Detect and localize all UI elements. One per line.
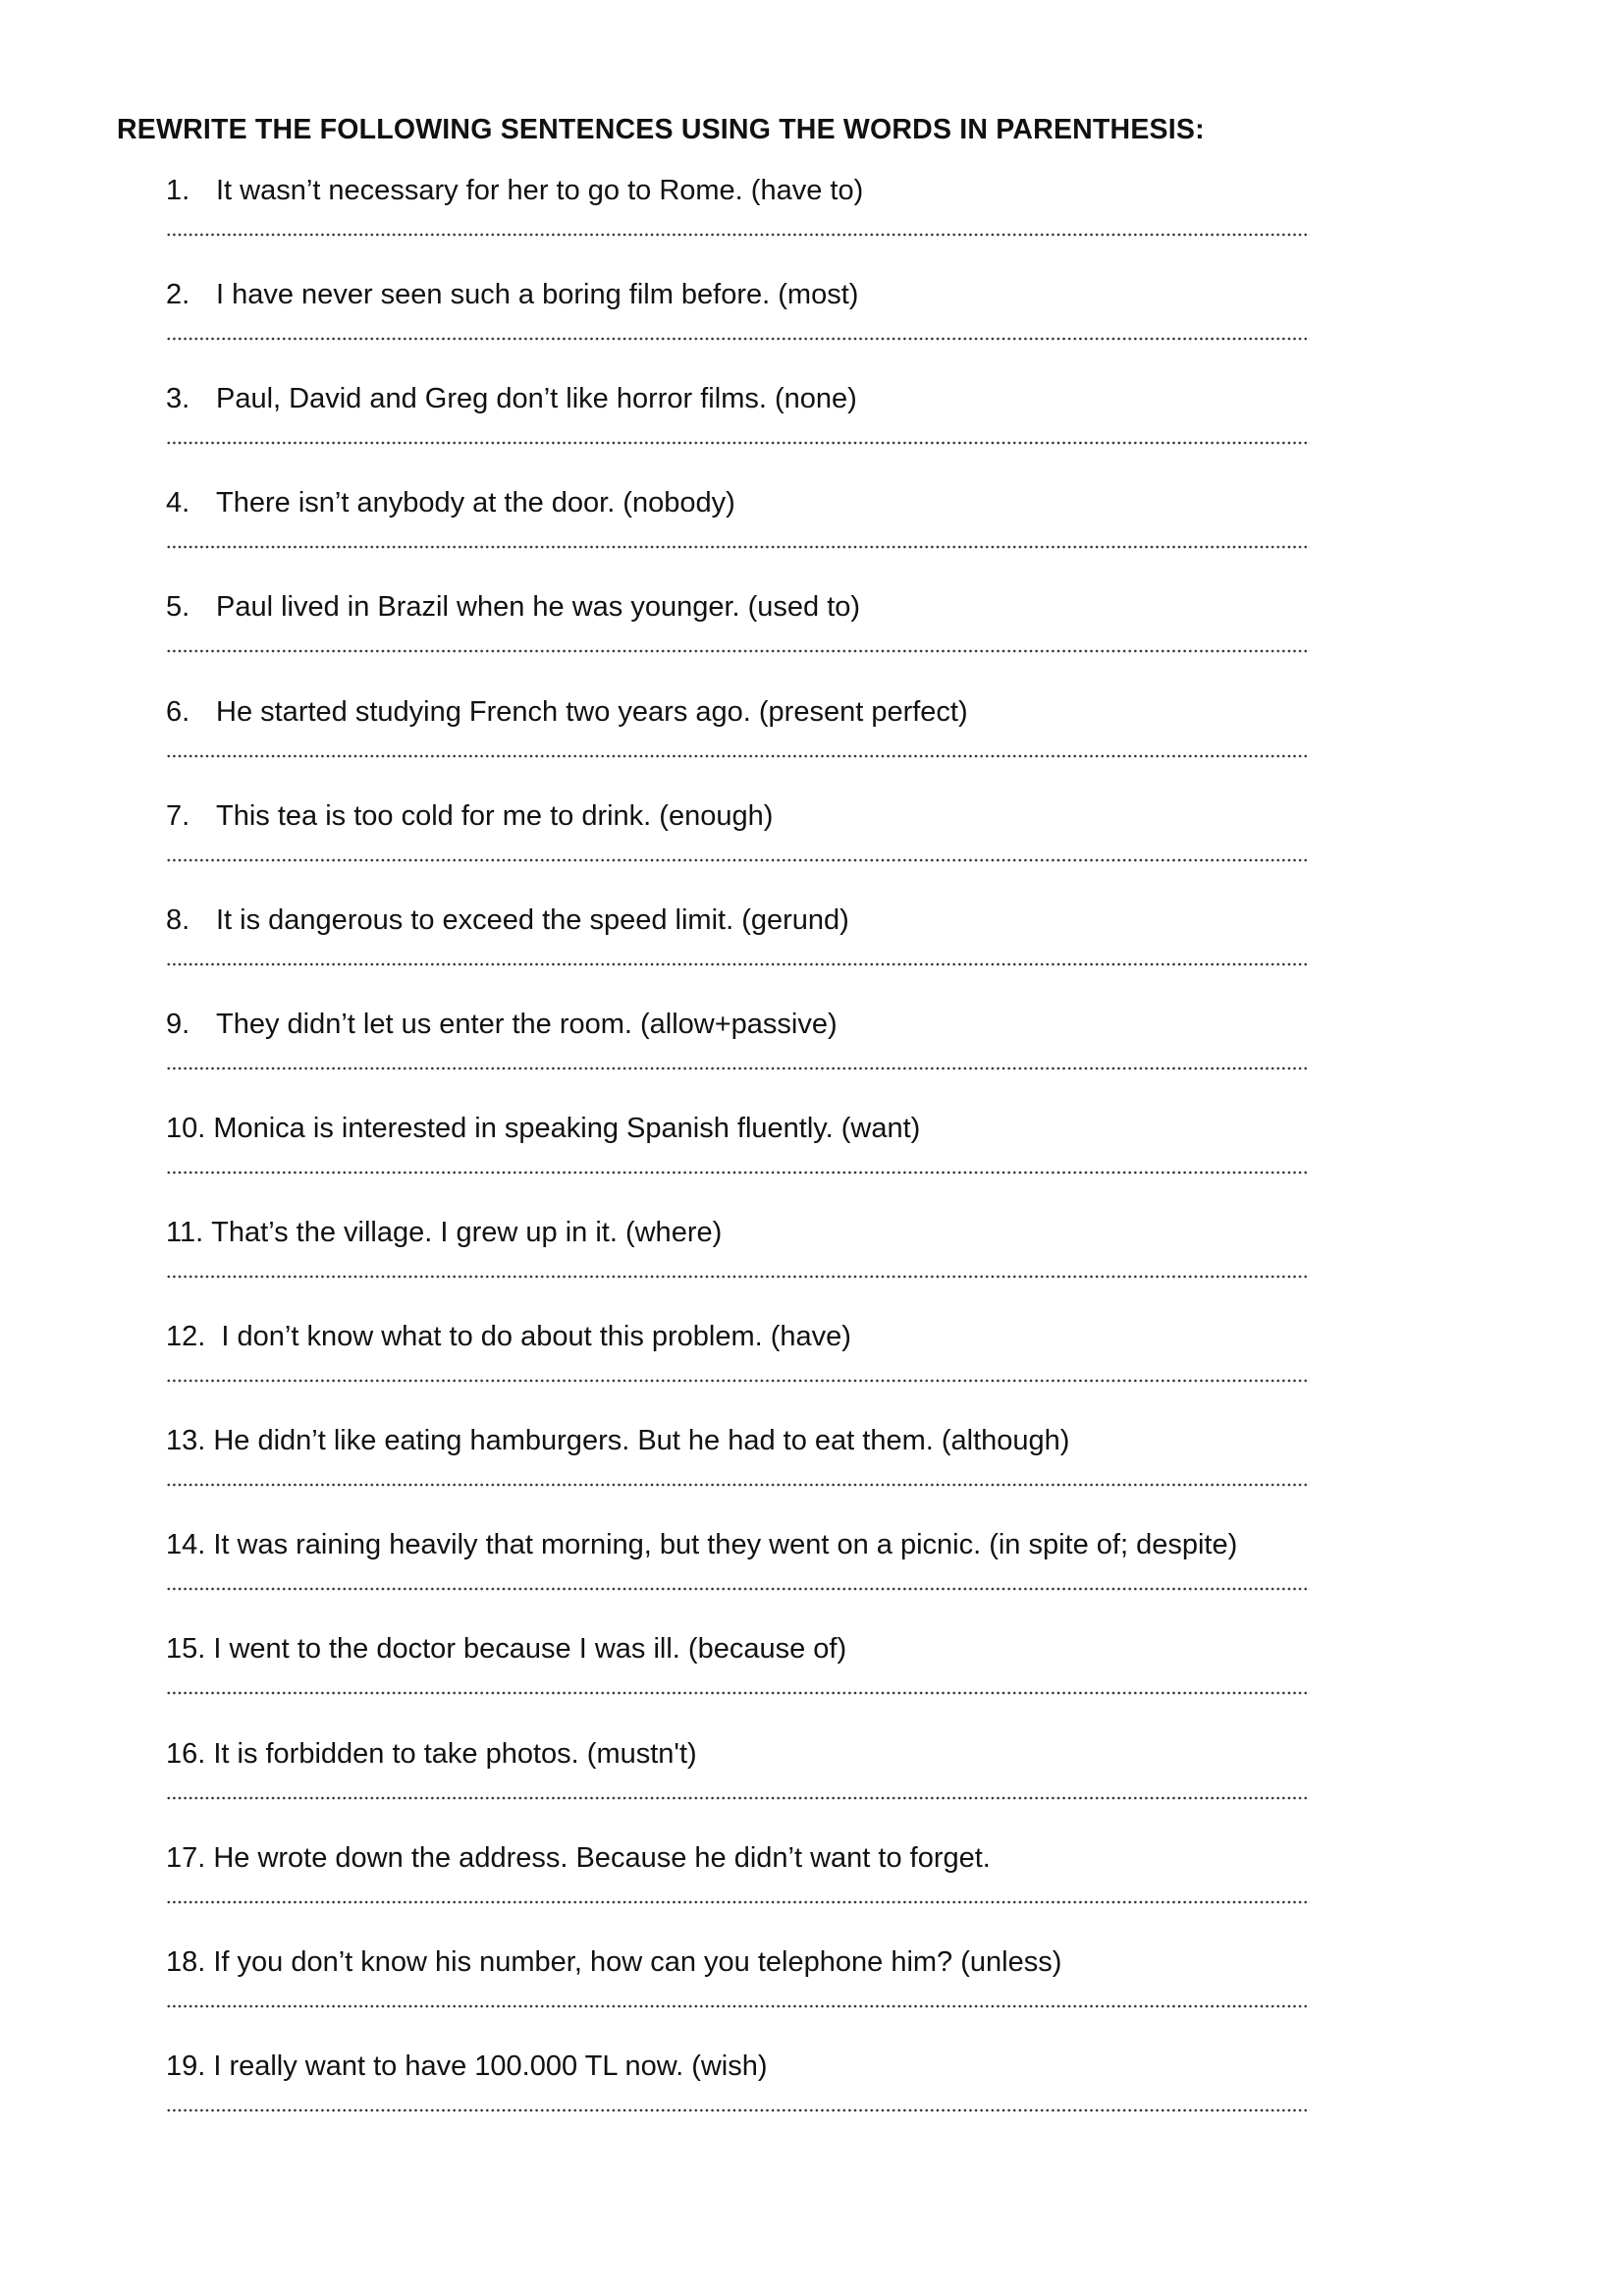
- answer-line[interactable]: [166, 1275, 1310, 1279]
- exercise-sentence: [166, 483, 735, 522]
- exercise-number: 8.: [166, 903, 190, 936]
- answer-line[interactable]: [166, 1066, 1310, 1070]
- answer-line[interactable]: [166, 1171, 1310, 1175]
- exercise-text: They didn’t let us enter the room. (allow+passive): [216, 1008, 838, 1040]
- exercise-number: 17.: [166, 1841, 206, 1874]
- answer-line[interactable]: [166, 337, 1310, 341]
- answer-line[interactable]: [166, 1483, 1310, 1487]
- exercise-text: There isn’t anybody at the door. (nobody): [216, 487, 735, 519]
- exercise-number: 12.: [166, 1321, 206, 1353]
- exercise-text: I went to the doctor because I was ill. (because of): [213, 1633, 847, 1666]
- exercise-item: [0, 1109, 1623, 1213]
- exercise-item: [0, 1629, 1623, 1733]
- exercise-text: I don’t know what to do about this problem. (have): [213, 1321, 851, 1353]
- exercise-text: He didn’t like eating hamburgers. But he had to eat them. (although): [213, 1425, 1070, 1457]
- exercise-item: [0, 1213, 1623, 1317]
- exercise-item: [0, 275, 1623, 379]
- exercise-number: 11.: [166, 1217, 204, 1248]
- exercise-sentence: [166, 692, 968, 732]
- exercise-item: [0, 901, 1623, 1005]
- answer-line[interactable]: [166, 545, 1310, 549]
- exercise-number: 2.: [166, 279, 190, 311]
- exercise-number: 6.: [166, 695, 190, 728]
- exercise-item: [0, 1525, 1623, 1629]
- exercise-number: 4.: [166, 487, 190, 519]
- exercise-text: I really want to have 100.000 TL now. (wish): [213, 2050, 768, 2082]
- exercise-item: [0, 692, 1623, 796]
- exercise-sentence: [166, 1629, 846, 1668]
- exercise-item: [0, 483, 1623, 587]
- answer-line[interactable]: [166, 962, 1310, 966]
- exercise-sentence: [166, 1317, 851, 1356]
- exercise-text: He wrote down the address. Because he didn’t want to forget.: [213, 1841, 991, 1874]
- exercise-sentence: [166, 1942, 1061, 1982]
- exercise-number: 16.: [166, 1737, 206, 1770]
- exercise-sentence: [166, 2047, 768, 2086]
- exercise-item: [0, 796, 1623, 901]
- exercise-text: It was raining heavily that morning, but they went on a picnic. (in spite of; despite): [213, 1529, 1238, 1561]
- answer-line[interactable]: [166, 2004, 1310, 2008]
- answer-line[interactable]: [166, 1796, 1310, 1800]
- exercise-text: If you don’t know his number, how can you telephone him? (unless): [213, 1945, 1062, 1978]
- exercise-item: [0, 379, 1623, 483]
- answer-line[interactable]: [166, 1587, 1310, 1591]
- exercise-number: 19.: [166, 2050, 206, 2082]
- exercise-sentence: [166, 1734, 697, 1774]
- exercise-number: 15.: [166, 1633, 206, 1666]
- exercise-item: [0, 1838, 1623, 1942]
- exercise-text: Monica is interested in speaking Spanish fluently. (want): [213, 1112, 921, 1144]
- exercise-sentence: [166, 1109, 920, 1148]
- exercise-item: [0, 587, 1623, 691]
- answer-line[interactable]: [166, 1691, 1310, 1695]
- exercise-item: [0, 2047, 1623, 2151]
- exercise-number: 18.: [166, 1945, 206, 1978]
- answer-line[interactable]: [166, 2108, 1310, 2112]
- exercise-sentence: [166, 1213, 722, 1252]
- exercise-item: [0, 1005, 1623, 1109]
- exercise-text: It wasn’t necessary for her to go to Rome. (have to): [216, 175, 864, 206]
- exercise-sentence: [166, 1838, 991, 1878]
- exercise-sentence: [166, 1005, 838, 1044]
- exercise-item: [0, 171, 1623, 275]
- exercise-item: [0, 1942, 1623, 2047]
- exercise-number: 3.: [166, 383, 190, 415]
- exercise-text: This tea is too cold for me to drink. (enough): [216, 799, 774, 832]
- answer-line[interactable]: [166, 649, 1310, 653]
- answer-line[interactable]: [166, 441, 1310, 445]
- answer-line[interactable]: [166, 1379, 1310, 1383]
- exercise-sentence: [166, 379, 857, 418]
- exercise-text: I have never seen such a boring film before. (most): [216, 279, 859, 311]
- exercise-item: [0, 1421, 1623, 1525]
- answer-line[interactable]: [166, 233, 1310, 237]
- exercise-sentence: [166, 901, 849, 940]
- exercise-sentence: [166, 171, 863, 210]
- exercise-text: Paul lived in Brazil when he was younger. (used to): [216, 591, 861, 624]
- exercise-number: 14.: [166, 1529, 206, 1561]
- exercise-text: That’s the village. I grew up in it. (where): [211, 1217, 723, 1248]
- answer-line[interactable]: [166, 754, 1310, 758]
- exercise-text: He started studying French two years ago. (present perfect): [216, 695, 968, 728]
- exercise-number: 1.: [166, 175, 190, 206]
- exercise-sentence: [166, 796, 773, 836]
- exercise-sentence: [166, 1525, 1237, 1564]
- exercise-number: 10.: [166, 1112, 206, 1144]
- exercise-text: Paul, David and Greg don’t like horror films. (none): [216, 383, 857, 415]
- exercise-text: It is forbidden to take photos. (mustn't): [213, 1737, 697, 1770]
- exercise-item: [0, 1317, 1623, 1421]
- exercise-sentence: [166, 587, 860, 627]
- answer-line[interactable]: [166, 1900, 1310, 1904]
- exercise-number: 13.: [166, 1425, 206, 1457]
- exercise-sentence: [166, 275, 858, 314]
- exercise-item: [0, 1734, 1623, 1838]
- answer-line[interactable]: [166, 858, 1310, 862]
- exercise-number: 5.: [166, 591, 190, 624]
- exercise-text: It is dangerous to exceed the speed limit. (gerund): [216, 903, 849, 936]
- worksheet-heading: REWRITE THE FOLLOWING SENTENCES USING THE WORDS IN PARENTHESIS:: [117, 114, 1205, 145]
- exercise-number: 7.: [166, 799, 190, 832]
- exercise-number: 9.: [166, 1008, 190, 1040]
- exercise-sentence: [166, 1421, 1069, 1460]
